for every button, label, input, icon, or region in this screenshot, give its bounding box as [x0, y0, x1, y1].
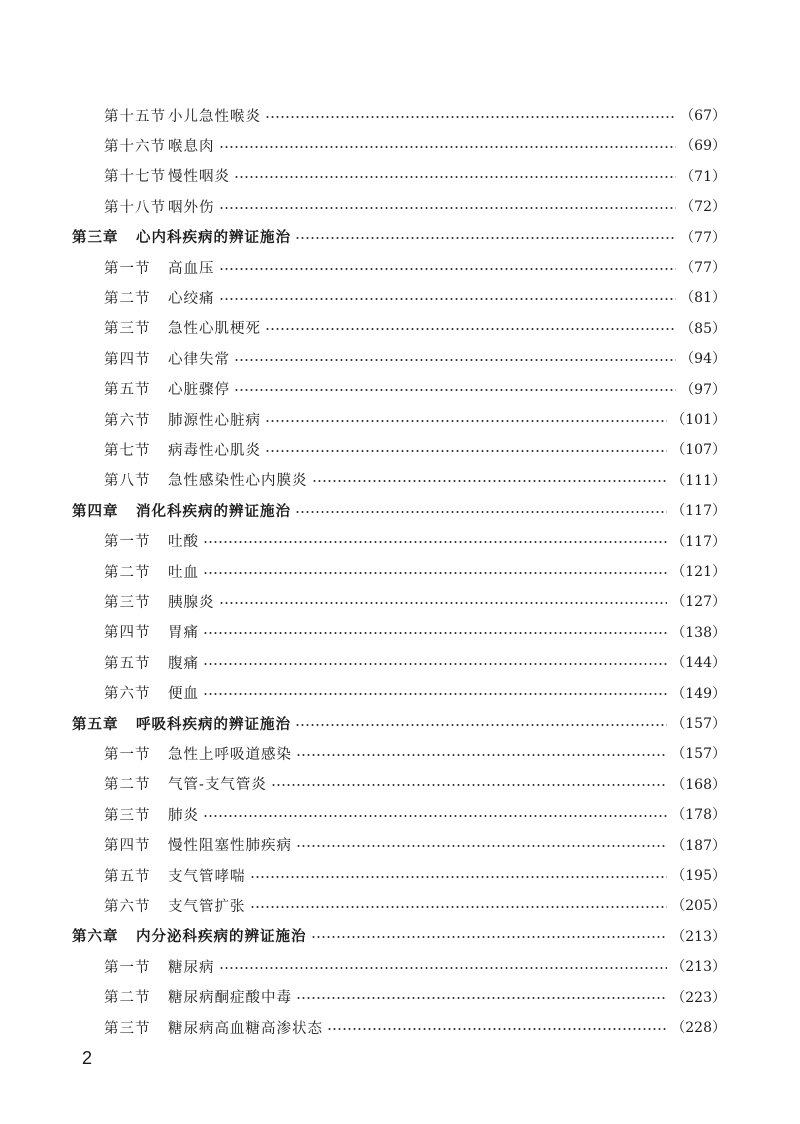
dot-leader [312, 480, 668, 482]
section-number: 第一节 [104, 534, 151, 551]
chapter-number: 第五章 [72, 715, 119, 733]
toc-section-entry [104, 526, 726, 556]
page-reference: （77） [680, 260, 726, 276]
section-title: 吐血 [168, 564, 199, 581]
section-title: 小儿急性喉炎 [168, 108, 261, 125]
section-title: 胃痛 [168, 625, 199, 642]
dot-leader [219, 268, 677, 270]
toc-chapter-entry [72, 708, 726, 738]
toc-chapter-entry [72, 222, 726, 252]
page-reference: （81） [680, 290, 726, 307]
toc-section-entry [104, 830, 726, 860]
section-title: 心脏骤停 [168, 382, 230, 399]
page-reference: （178） [671, 807, 726, 824]
page-reference: （205） [671, 898, 726, 915]
page-reference: （127） [671, 594, 726, 611]
section-title: 喉息肉 [168, 138, 215, 155]
section-title: 咽外伤 [168, 199, 215, 216]
toc-section-entry [104, 434, 726, 464]
chapter-number: 第三章 [72, 229, 119, 247]
section-title: 急性感染性心内膜炎 [168, 473, 308, 490]
dot-leader [295, 511, 667, 513]
page-reference: （149） [671, 685, 726, 702]
page-reference: （77） [680, 229, 726, 246]
toc-section-entry [104, 100, 726, 130]
section-number: 第一节 [104, 260, 151, 277]
page-reference: （111） [671, 472, 726, 489]
dot-leader [296, 997, 667, 999]
dot-leader [219, 207, 677, 209]
toc-section-entry [104, 313, 726, 343]
section-number: 第二节 [104, 564, 151, 581]
toc-section-entry [104, 374, 726, 404]
section-number: 第三节 [104, 594, 151, 611]
page-reference: （168） [671, 776, 726, 793]
section-title: 病毒性心肌炎 [168, 442, 261, 459]
page-reference: （121） [671, 564, 726, 580]
section-title: 糖尿病高血糖高渗状态 [168, 1020, 323, 1037]
section-title: 糖尿病 [168, 959, 215, 976]
section-number: 第六节 [104, 898, 151, 915]
section-title: 急性上呼吸道感染 [168, 746, 292, 763]
chapter-title: 心内科疾病的辨证施治 [136, 229, 291, 247]
page-reference: （97） [680, 381, 726, 398]
section-title: 肺炎 [168, 807, 199, 824]
dot-leader [271, 784, 667, 786]
section-title: 气管-支气管炎 [168, 777, 267, 794]
section-title: 慢性咽炎 [168, 169, 230, 186]
page-reference: （69） [680, 138, 726, 155]
section-title: 心绞痛 [168, 290, 215, 307]
section-number: 第十七节 [104, 169, 166, 186]
dot-leader [219, 967, 668, 969]
section-title: 吐酸 [168, 534, 199, 551]
page-reference: （195） [671, 868, 726, 884]
section-title: 支气管哮喘 [168, 868, 246, 885]
section-number: 第二节 [104, 290, 151, 307]
page-reference: （157） [671, 746, 726, 763]
toc-section-entry [104, 465, 726, 495]
section-title: 糖尿病酮症酸中毒 [168, 990, 292, 1007]
chapter-number: 第六章 [72, 928, 119, 946]
dot-leader [265, 420, 667, 422]
page-reference: （144） [671, 655, 726, 672]
page-reference: （85） [680, 320, 726, 337]
toc-section-entry [104, 556, 726, 586]
toc-section-entry [104, 282, 726, 312]
page-reference: （72） [680, 199, 726, 216]
dot-leader [203, 815, 667, 817]
page-reference: （67） [680, 108, 726, 124]
section-title: 高血压 [168, 260, 215, 277]
dot-leader [296, 754, 667, 756]
dot-leader [250, 906, 668, 908]
dot-leader [219, 602, 668, 604]
page-number: 2 [82, 1048, 93, 1068]
section-number: 第七节 [104, 442, 151, 459]
dot-leader [295, 237, 676, 239]
toc-chapter-entry [72, 921, 726, 951]
toc-section-entry [104, 252, 726, 282]
section-title: 慢性阻塞性肺疾病 [168, 838, 292, 855]
dot-leader [311, 936, 668, 938]
section-number: 第三节 [104, 321, 151, 338]
toc-section-entry [104, 191, 726, 221]
section-number: 第六节 [104, 686, 151, 703]
toc-section-entry [104, 404, 726, 434]
section-number: 第十五节 [104, 108, 166, 125]
section-number: 第十八节 [104, 199, 166, 216]
toc-section-entry [104, 982, 726, 1012]
section-title: 支气管扩张 [168, 898, 246, 915]
section-number: 第二节 [104, 777, 151, 794]
toc-section-entry [104, 951, 726, 981]
section-number: 第三节 [104, 807, 151, 824]
section-title: 肺源性心脏病 [168, 412, 261, 429]
section-number: 第一节 [104, 746, 151, 763]
toc-section-entry [104, 161, 726, 191]
chapter-number: 第四章 [72, 502, 119, 520]
section-number: 第八节 [104, 473, 151, 490]
page-reference: （187） [671, 837, 726, 854]
dot-leader [203, 572, 667, 574]
section-number: 第三节 [104, 1020, 151, 1037]
page-reference: （94） [680, 351, 726, 368]
page-reference: （107） [671, 442, 726, 459]
toc-section-entry [104, 647, 726, 677]
section-number: 第六节 [104, 412, 151, 429]
page-reference: （213） [671, 928, 726, 945]
section-title: 便血 [168, 686, 199, 703]
section-number: 第五节 [104, 655, 151, 672]
dot-leader [327, 1028, 667, 1030]
toc-section-entry [104, 343, 726, 373]
dot-leader [203, 541, 667, 543]
page-reference: （157） [671, 716, 726, 732]
chapter-title: 呼吸科疾病的辨证施治 [136, 715, 291, 733]
dot-leader [295, 724, 667, 726]
section-number: 第四节 [104, 838, 151, 855]
page-reference: （117） [671, 533, 726, 550]
dot-leader [265, 116, 676, 118]
page-reference: （71） [680, 168, 726, 185]
section-number: 第二节 [104, 990, 151, 1007]
section-number: 第五节 [104, 868, 151, 885]
page-reference: （223） [671, 989, 726, 1006]
section-number: 第十六节 [104, 138, 166, 155]
section-title: 腹痛 [168, 655, 199, 672]
toc-section-entry [104, 678, 726, 708]
section-number: 第五节 [104, 382, 151, 399]
toc-section-entry [104, 890, 726, 920]
chapter-title: 消化科疾病的辨证施治 [136, 502, 291, 520]
dot-leader [234, 176, 676, 178]
dot-leader [219, 146, 677, 148]
page-reference: （101） [671, 412, 726, 428]
dot-leader [296, 845, 667, 847]
section-title: 胰腺炎 [168, 594, 215, 611]
dot-leader [234, 389, 676, 391]
section-title: 心律失常 [168, 351, 230, 368]
section-number: 第四节 [104, 625, 151, 642]
dot-leader [234, 359, 676, 361]
section-title: 急性心肌梗死 [168, 321, 261, 338]
toc-section-entry [104, 130, 726, 160]
dot-leader [250, 876, 668, 878]
toc-chapter-entry [72, 495, 726, 525]
toc-section-entry [104, 860, 726, 890]
dot-leader [203, 632, 667, 634]
page-reference: （213） [671, 959, 726, 976]
dot-leader [203, 663, 667, 665]
page-reference: （138） [671, 624, 726, 641]
toc-section-entry [104, 617, 726, 647]
toc-section-entry [104, 769, 726, 799]
page-reference: （228） [671, 1020, 726, 1036]
dot-leader [265, 328, 676, 330]
dot-leader [203, 693, 667, 695]
page-reference: （117） [671, 503, 726, 520]
section-number: 第一节 [104, 959, 151, 976]
toc-section-entry [104, 799, 726, 829]
toc-section-entry [104, 738, 726, 768]
chapter-title: 内分泌科疾病的辨证施治 [136, 928, 307, 946]
dot-leader [219, 298, 677, 300]
toc-section-entry [104, 586, 726, 616]
dot-leader [265, 450, 667, 452]
toc-section-entry [104, 1012, 726, 1042]
section-number: 第四节 [104, 351, 151, 368]
